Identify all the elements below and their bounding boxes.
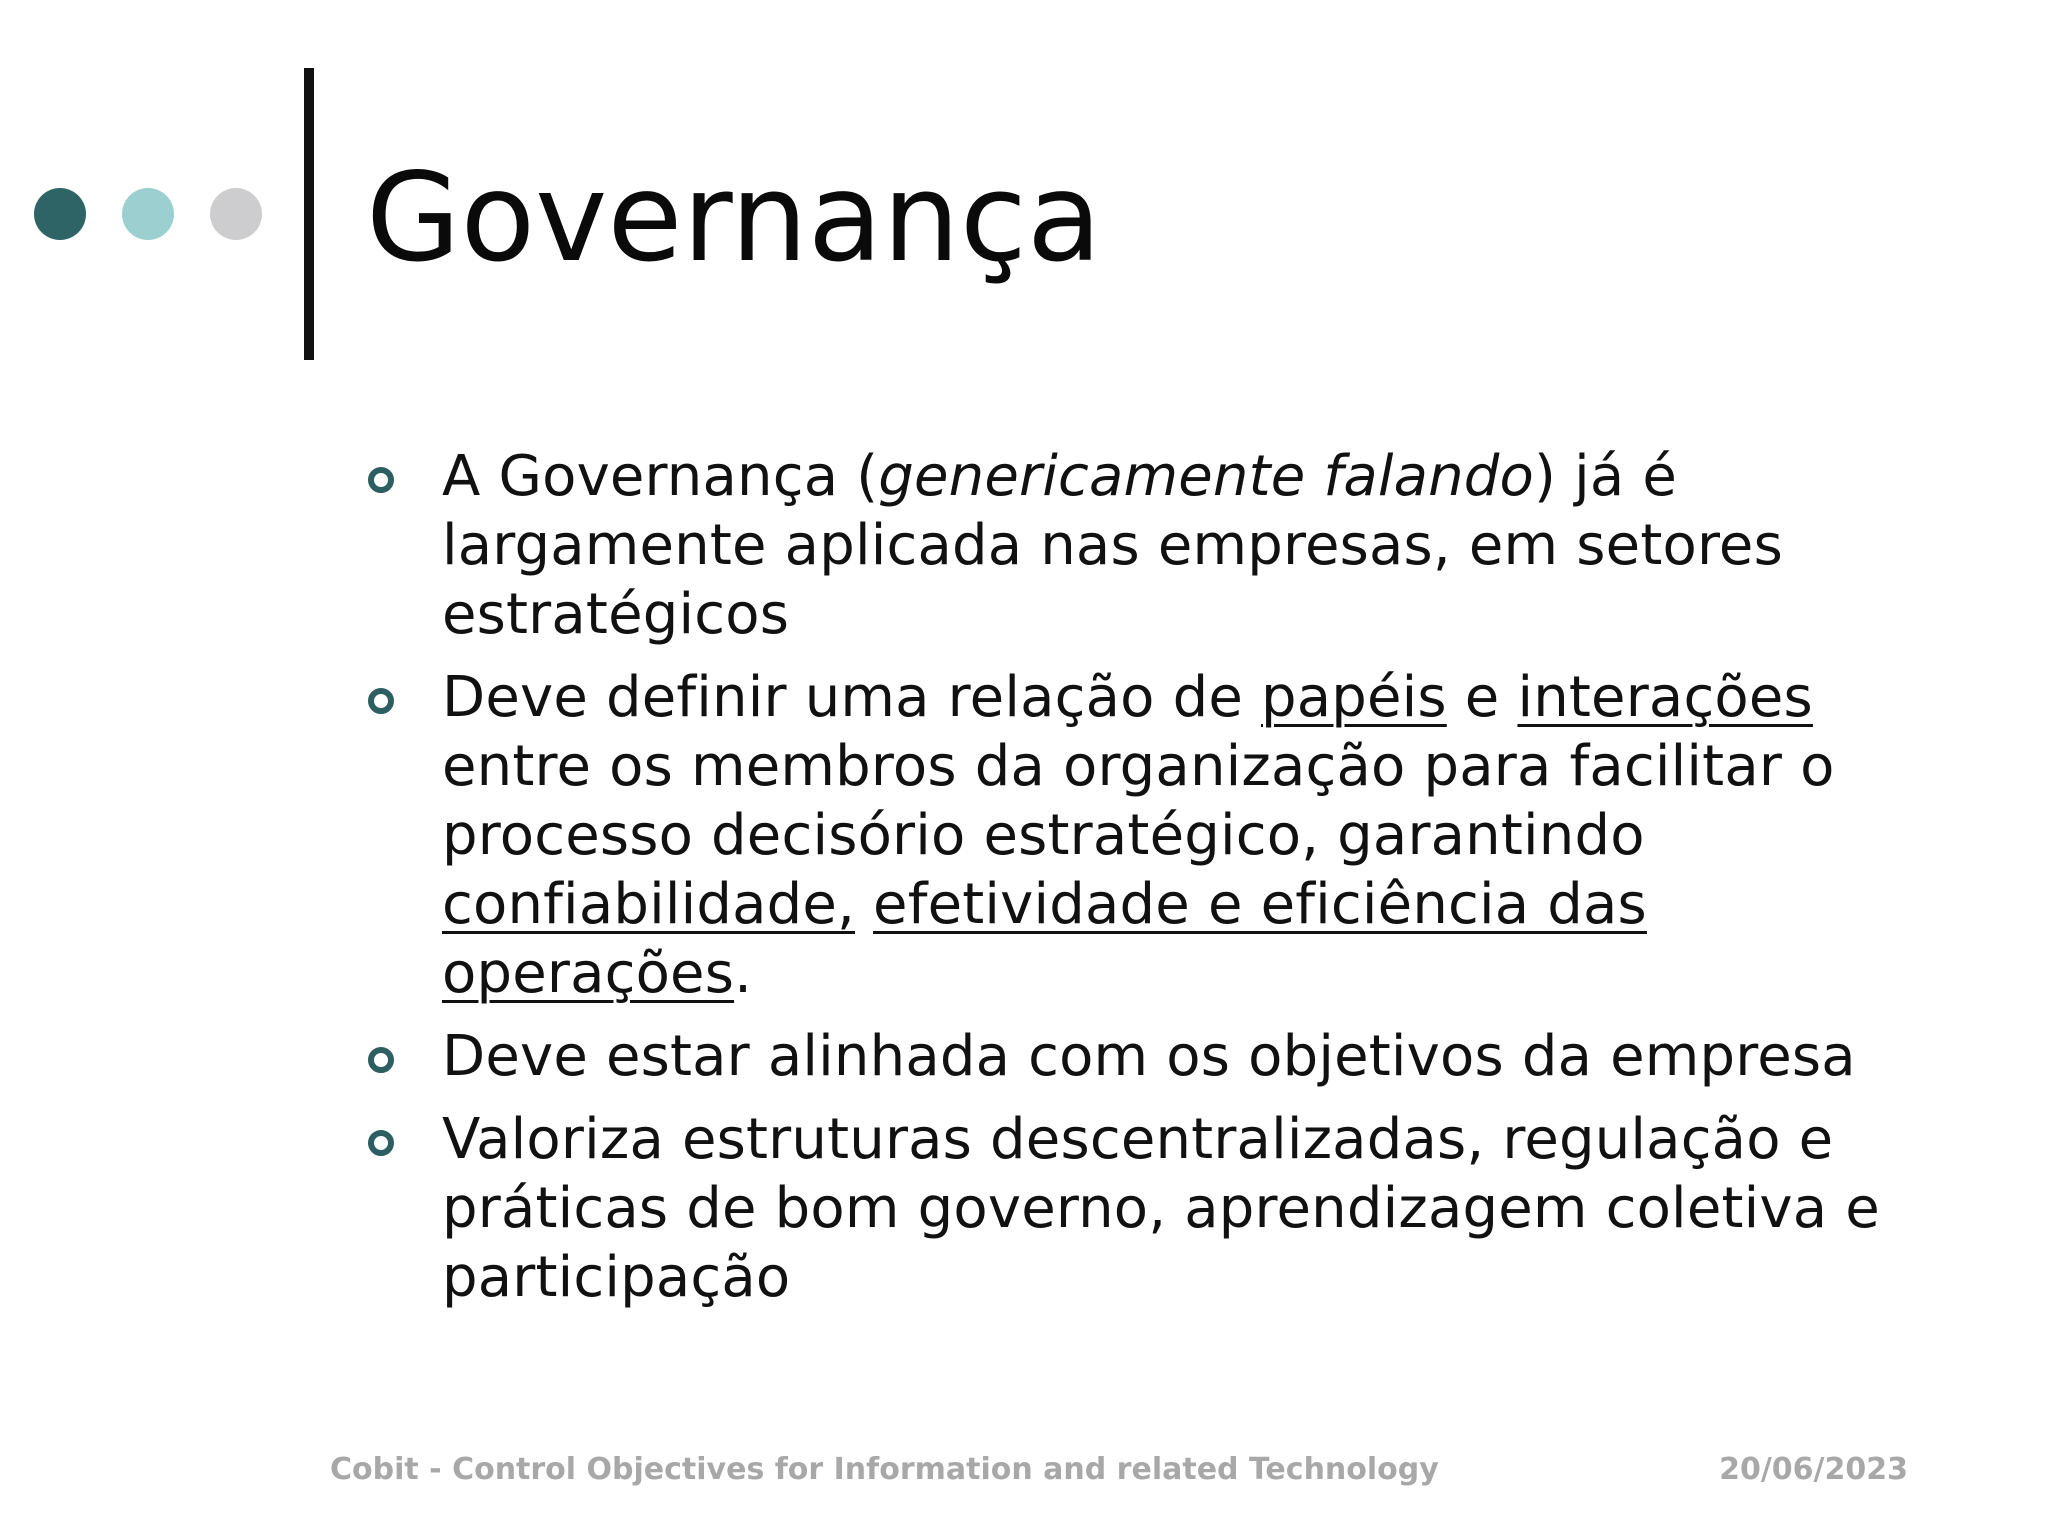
bullet-circle-icon xyxy=(368,688,394,714)
bullet-item xyxy=(362,1105,1922,1312)
title-divider-bar xyxy=(304,68,314,360)
decorative-dots xyxy=(34,188,262,240)
bullet-text: Valoriza estruturas descentralizadas, regulação e práticas de bom governo, aprendizagem coletiva e participação xyxy=(442,1107,1880,1310)
dot-light-teal xyxy=(122,188,174,240)
bullet-text: . xyxy=(734,941,753,1006)
bullet-text: A Governança ( xyxy=(442,444,879,509)
underlined-text: efetividade e eficiência das operações xyxy=(442,872,1647,1006)
italic-text: genericamente falando xyxy=(878,444,1535,509)
underlined-text: papéis xyxy=(1260,665,1447,730)
bullet-text: entre os membros da organização para facilitar o processo decisório estratégico, garantindo xyxy=(442,734,1835,868)
bullet-text: e xyxy=(1446,665,1518,730)
bullet-text: Deve definir uma relação de xyxy=(442,665,1261,730)
footer-date: 20/06/2023 xyxy=(1719,1452,1908,1487)
bullet-item xyxy=(362,1022,1922,1091)
slide-title: Governança xyxy=(366,147,1102,289)
bullet-item xyxy=(362,663,1922,1008)
bullet-circle-icon xyxy=(368,1130,394,1156)
bullet-text: Deve estar alinhada com os objetivos da empresa xyxy=(442,1024,1856,1089)
bullet-circle-icon xyxy=(368,1047,394,1073)
dot-gray xyxy=(210,188,262,240)
bullet-circle-icon xyxy=(368,467,394,493)
underlined-text: confiabilidade, xyxy=(442,872,856,937)
bullet-text xyxy=(855,872,873,937)
bullet-item xyxy=(362,442,1922,649)
underlined-text: interações xyxy=(1517,665,1813,730)
footer-course-title: Cobit - Control Objectives for Information and related Technology xyxy=(330,1452,1439,1487)
dot-dark-teal xyxy=(34,188,86,240)
bullet-text: ) já é largamente aplicada nas empresas, em setores estratégicos xyxy=(442,444,1783,647)
bullet-list xyxy=(362,442,1922,1326)
